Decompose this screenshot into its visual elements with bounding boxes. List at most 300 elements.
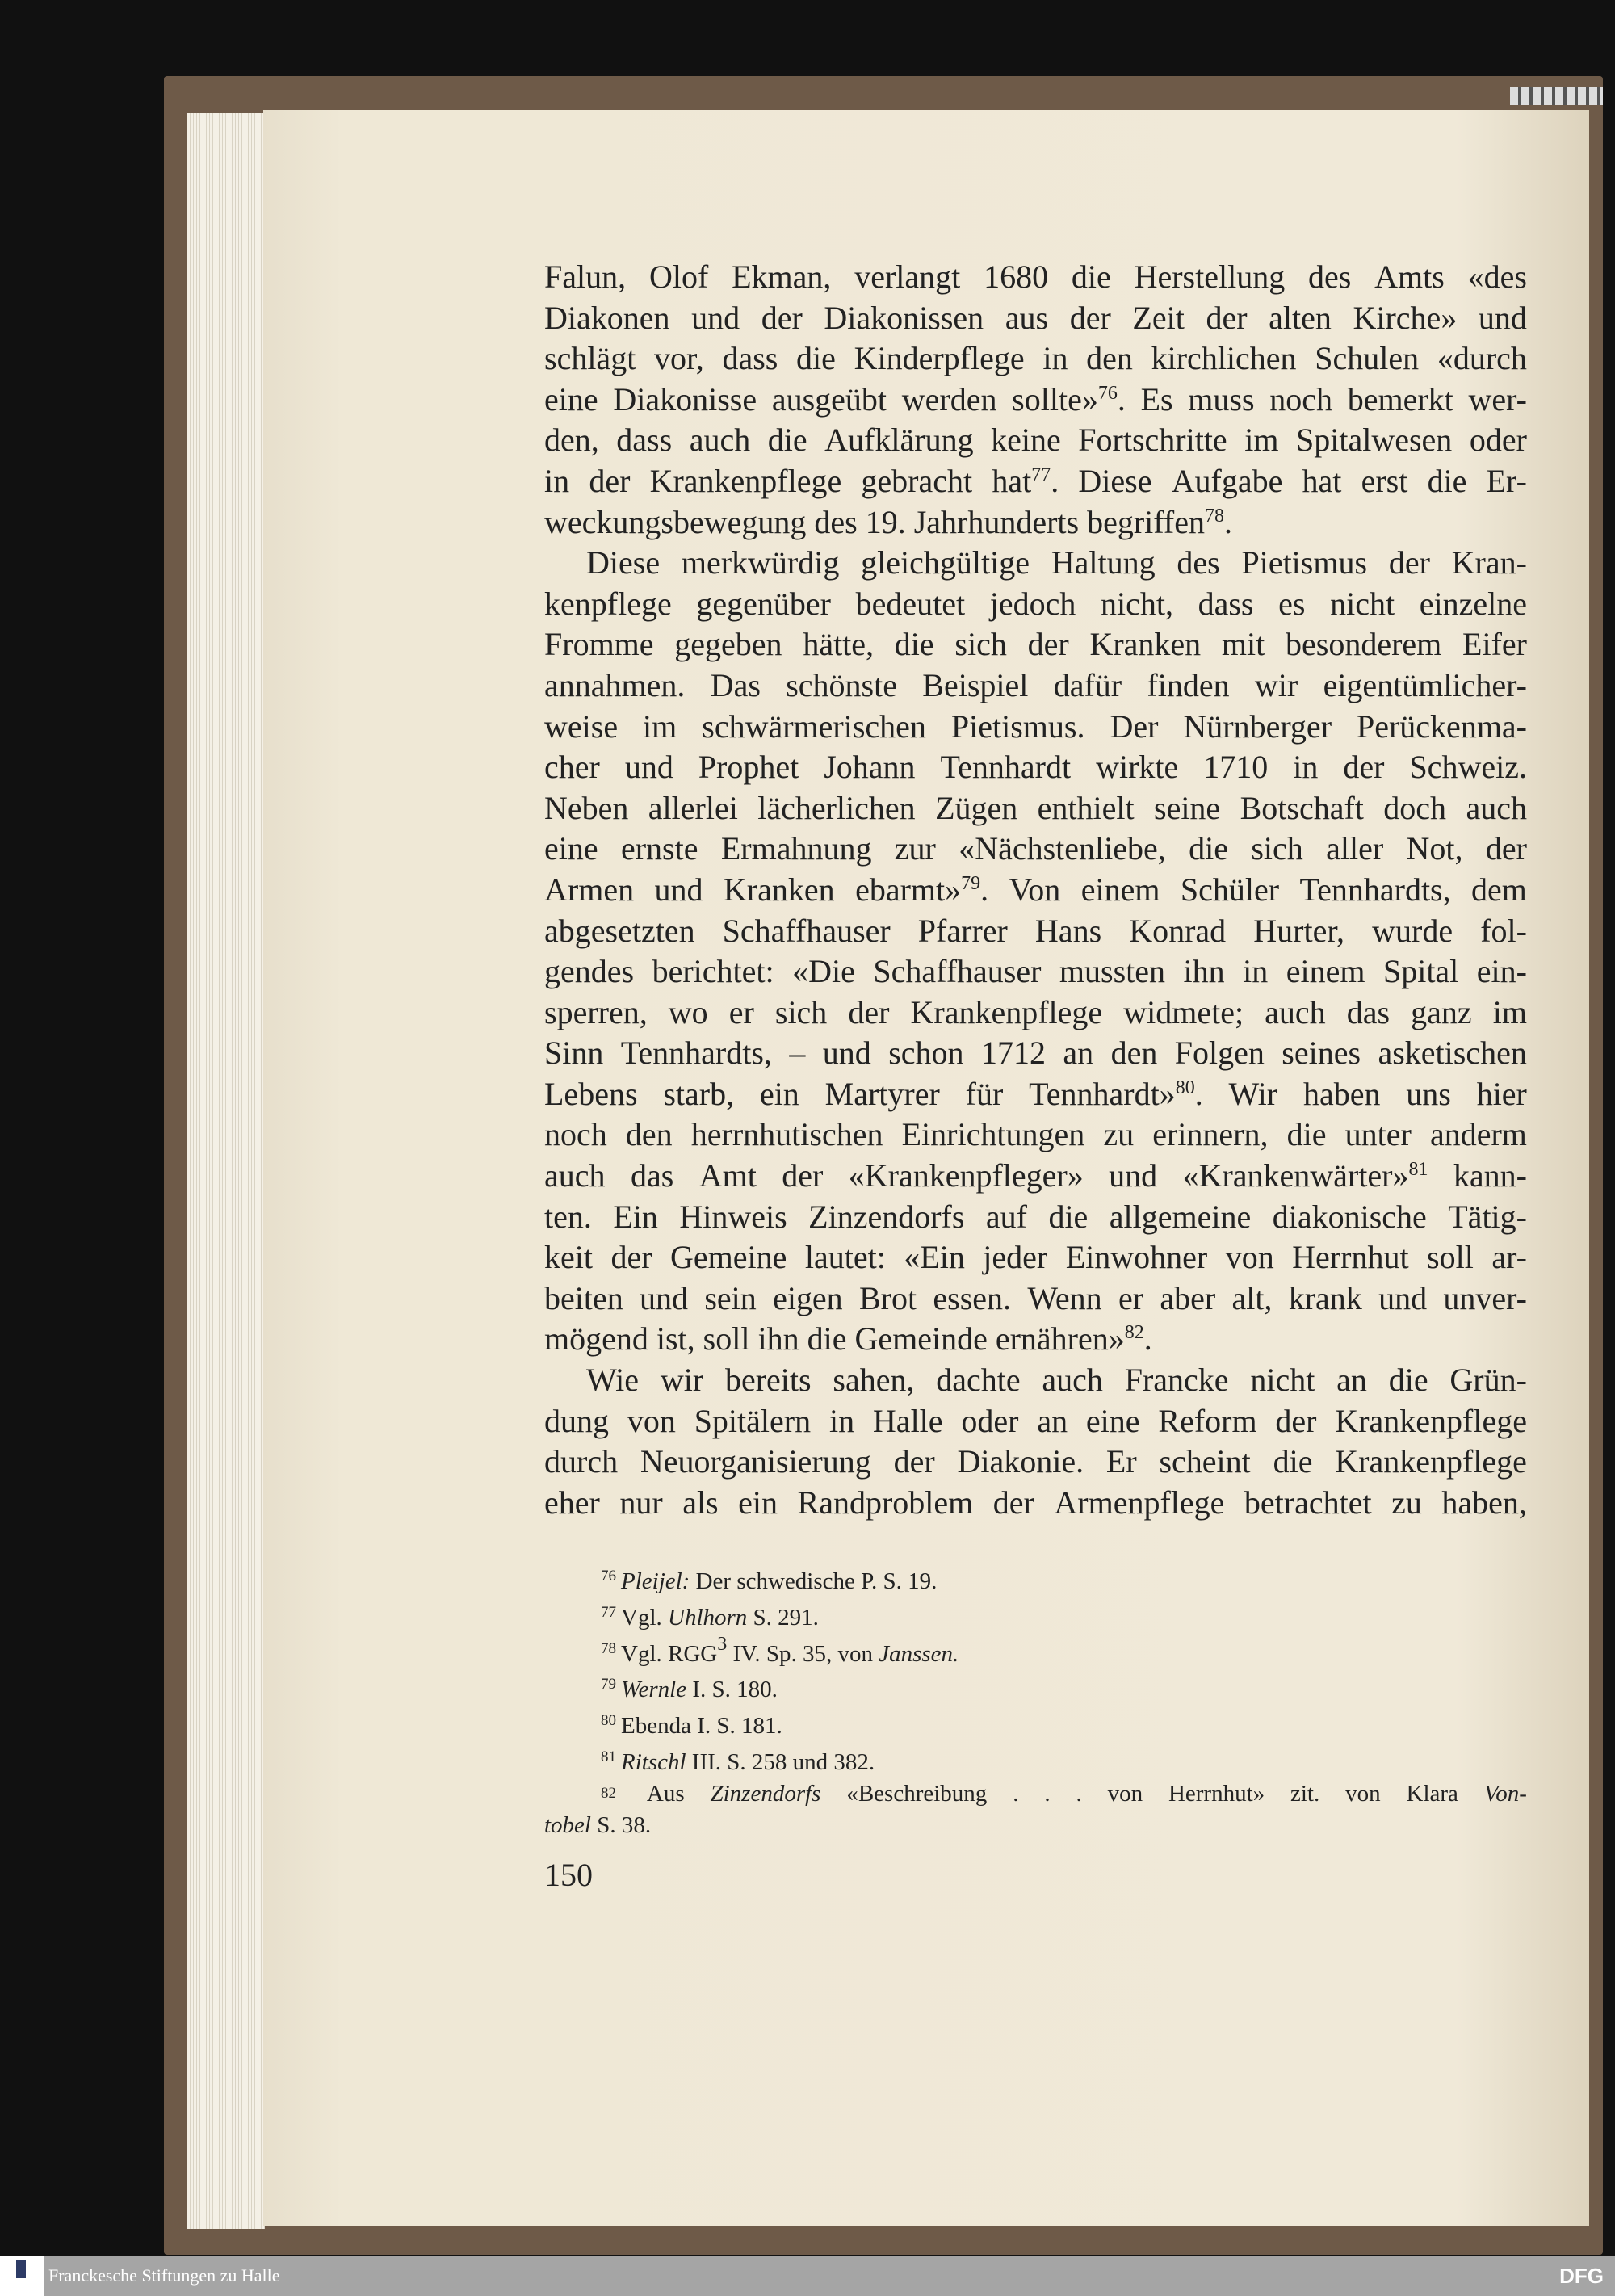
footnote-ref: 78 <box>1204 505 1224 527</box>
word: soll <box>1427 1239 1474 1276</box>
word: von <box>1225 1239 1274 1276</box>
word: schwärmerischen <box>702 707 926 745</box>
word: Grün- <box>1449 1362 1527 1399</box>
word: gleichgültige <box>861 544 1030 581</box>
word: diakonische <box>1272 1198 1427 1235</box>
word: allerlei <box>648 789 738 826</box>
footnote: $^{81}$ Ritschl III. S. 258 und 382. <box>601 1748 875 1775</box>
word: unver- <box>1443 1279 1527 1316</box>
footnote-number: 76 <box>601 1568 616 1585</box>
text-line <box>544 747 1527 788</box>
word: starb, <box>663 1075 735 1112</box>
word: 19. <box>865 503 906 540</box>
word: Krankenpflege <box>910 993 1103 1030</box>
footnote-ref: 80 <box>1175 1077 1195 1098</box>
word: und <box>1478 299 1527 336</box>
word: besonderem <box>1286 626 1442 663</box>
word: scheint <box>1159 1443 1251 1480</box>
word: der <box>1485 830 1527 867</box>
footnotes <box>544 1561 1527 1841</box>
footnote-number: 77 <box>601 1603 616 1621</box>
word: hier <box>1476 1075 1527 1112</box>
word: die <box>1273 1443 1313 1480</box>
text-line <box>544 665 1527 707</box>
institution-name: Franckesche Stiftungen zu Halle <box>48 2265 280 2286</box>
page-edges <box>187 113 265 2229</box>
word: einzelne <box>1419 585 1527 622</box>
word: aus <box>1005 299 1049 336</box>
word: Krankenpflege <box>1335 1443 1527 1480</box>
text-line <box>544 1360 1527 1401</box>
word: Er- <box>1486 462 1527 499</box>
text-line <box>544 1483 1527 1524</box>
text-line <box>544 1237 1527 1278</box>
word: Schaffhauser <box>873 953 1042 990</box>
word: eigentümlicher- <box>1323 666 1527 703</box>
word: nur <box>619 1484 663 1521</box>
word: «Beschreibung <box>846 1780 988 1807</box>
word: krank <box>1288 1279 1362 1316</box>
word: Armen <box>544 871 635 908</box>
word: alt, <box>1231 1279 1273 1316</box>
text-line <box>544 380 1527 421</box>
word: sich <box>954 626 1007 663</box>
word: ten. <box>544 1198 592 1235</box>
word: dem <box>1471 871 1527 908</box>
footnote-number: 79 <box>601 1676 616 1694</box>
word: auch <box>544 1157 606 1194</box>
word: Krankenpflege <box>1335 1402 1527 1439</box>
word: des <box>1308 258 1352 295</box>
word: widmete; <box>1123 993 1244 1030</box>
word: Wie <box>586 1362 640 1399</box>
footnote-ref: 81 <box>1408 1159 1428 1181</box>
word: es <box>1278 585 1306 622</box>
word: oder <box>961 1402 1019 1439</box>
word: dass <box>722 340 778 377</box>
word: Prophet <box>698 749 799 786</box>
ribbon-marker <box>1510 87 1603 105</box>
word: der <box>1206 299 1248 336</box>
text-line <box>544 543 1527 584</box>
word: cher <box>544 749 600 786</box>
word: dachte <box>936 1362 1021 1399</box>
word: Falun, <box>544 258 627 295</box>
word: an <box>1063 1035 1094 1072</box>
word: Sinn <box>544 1035 604 1072</box>
word: nicht <box>1250 1362 1315 1399</box>
word: beiten <box>544 1279 623 1316</box>
word: Herrnhut» <box>1168 1780 1265 1807</box>
word: der <box>1027 626 1069 663</box>
word: Kinderpflege <box>854 340 1025 377</box>
word: «des <box>1467 258 1527 295</box>
word: bedeutet <box>855 585 966 622</box>
word: – <box>789 1035 806 1072</box>
word: Neben <box>544 789 629 826</box>
word: Aufgabe <box>1171 462 1283 499</box>
word: Randproblem <box>797 1484 974 1521</box>
institution-logo-icon <box>0 2256 44 2296</box>
word: den, <box>544 422 599 459</box>
word: wurde <box>1372 912 1454 949</box>
word: in <box>828 1402 855 1439</box>
word: die <box>1048 1198 1089 1235</box>
word: in <box>544 462 570 499</box>
word: sich <box>1251 830 1303 867</box>
footnote: $^{76}$ Pleijel: Der schwedische P. S. 19. <box>601 1568 938 1594</box>
word: die <box>1286 1116 1327 1153</box>
footnote-number: 81 <box>601 1748 616 1765</box>
word: und <box>822 1035 871 1072</box>
word: «Nächstenliebe, <box>959 830 1166 867</box>
word: und <box>1378 1279 1428 1316</box>
word: muss <box>1188 380 1255 418</box>
word: sollte»$^{76}$. <box>1012 380 1126 418</box>
text-line <box>544 1156 1527 1197</box>
word: weckungsbewegung <box>544 503 807 540</box>
footnote: $^{78}$ Vgl. RGG$^3$ IV. Sp. 35, von Janssen. <box>601 1633 959 1667</box>
word: Wir <box>1228 1075 1278 1112</box>
word: wir <box>660 1362 704 1399</box>
word: ihn <box>1183 953 1225 990</box>
word: bereits <box>724 1362 812 1399</box>
word: noch <box>544 1116 607 1153</box>
word: Diese <box>586 544 661 581</box>
word: erinnern, <box>1152 1116 1269 1153</box>
word: Pfarrer <box>917 912 1008 949</box>
word: das <box>630 1157 674 1194</box>
word: bemerkt <box>1347 380 1454 418</box>
word: die <box>807 1320 847 1358</box>
word: wir <box>1254 666 1298 703</box>
word: für <box>965 1075 1004 1112</box>
footnote-number: 82 <box>601 1784 616 1802</box>
word: auch <box>1042 1362 1103 1399</box>
word: Botschaft <box>1240 789 1364 826</box>
italic-text: Janssen. <box>879 1640 959 1667</box>
word: Kirche» <box>1353 299 1458 336</box>
word: der <box>761 299 803 336</box>
word: auch <box>1466 789 1527 826</box>
word: der <box>1275 1402 1317 1439</box>
word: kirchlichen <box>1151 340 1297 377</box>
word: betrachtet <box>1244 1484 1372 1521</box>
word: an <box>1336 1362 1367 1399</box>
word: Spitalwesen <box>1295 422 1453 459</box>
word: Tennhardts, <box>1299 871 1451 908</box>
word: mit <box>1221 626 1265 663</box>
word: eine <box>544 830 598 867</box>
word: die <box>894 626 934 663</box>
word: asketischen <box>1378 1035 1527 1072</box>
word: des <box>814 503 858 540</box>
word: Not, <box>1406 830 1463 867</box>
word: auch <box>1265 993 1326 1030</box>
footnote-ref: 77 <box>1031 464 1051 485</box>
word: durch <box>544 1443 619 1480</box>
word: Diese <box>1078 462 1152 499</box>
word: Schüler <box>1180 871 1280 908</box>
word: die <box>1388 1362 1428 1399</box>
word: ganz <box>1411 993 1472 1030</box>
word: vor, <box>654 340 704 377</box>
word: . <box>1076 1780 1082 1807</box>
word: und <box>624 749 673 786</box>
footnote-ref: 76 <box>1097 382 1118 404</box>
word: Tätig- <box>1448 1198 1527 1235</box>
text-line <box>544 951 1527 993</box>
word: Herstellung <box>1134 258 1286 295</box>
word: der <box>782 1157 824 1194</box>
word: Aus <box>646 1780 685 1807</box>
word: «Die <box>792 953 855 990</box>
word: . <box>1013 1780 1019 1807</box>
word: der <box>1388 544 1430 581</box>
word: ein <box>738 1484 778 1521</box>
word: im <box>1492 993 1527 1030</box>
word: 1712 <box>980 1035 1046 1072</box>
word: weise <box>544 707 619 745</box>
text-line <box>544 461 1527 502</box>
word: Wenn <box>1027 1279 1102 1316</box>
word: Gemeine <box>670 1239 787 1276</box>
footnote-number: 80 <box>601 1712 616 1730</box>
text-line <box>544 1278 1527 1320</box>
word: Herrnhut <box>1292 1239 1409 1276</box>
word: ausgeübt <box>771 380 887 418</box>
word: Zeit <box>1132 299 1185 336</box>
word: Olof <box>648 258 709 295</box>
word: und <box>691 299 740 336</box>
footnote-ref: 79 <box>961 872 981 894</box>
word: unter <box>1344 1116 1412 1153</box>
word: das <box>1346 993 1391 1030</box>
word: Hinweis <box>679 1198 787 1235</box>
word: den <box>1086 340 1133 377</box>
word: wirkte <box>1096 749 1179 786</box>
text-line <box>544 1442 1527 1483</box>
word: allgemeine <box>1109 1198 1252 1235</box>
word: einem <box>1080 871 1160 908</box>
word: in <box>1243 953 1269 990</box>
italic-text: Wernle <box>621 1677 687 1703</box>
word: Schweiz. <box>1409 749 1527 786</box>
word: lächerlichen <box>757 789 916 826</box>
word: Pietismus. <box>950 707 1085 745</box>
word: jeder <box>983 1239 1048 1276</box>
italic-text: Pleijel: <box>621 1568 690 1594</box>
word: die <box>767 422 808 459</box>
word: oder <box>1469 422 1527 459</box>
text-line <box>544 1033 1527 1074</box>
text-line <box>544 870 1527 911</box>
word: Martyrer <box>824 1075 940 1112</box>
footnote: $^{77}$ Vgl. Uhlhorn S. 291. <box>601 1603 819 1631</box>
word: finden <box>1147 666 1230 703</box>
word: der <box>1343 749 1385 786</box>
word: die <box>1189 830 1228 867</box>
footer-bar <box>0 2256 1615 2296</box>
word: sahen, <box>833 1362 915 1399</box>
word: von <box>627 1402 676 1439</box>
text-line <box>544 993 1527 1034</box>
footnote: $^{79}$ Wernle I. S. 180. <box>601 1676 778 1703</box>
word: die <box>1071 258 1111 295</box>
italic-text: tobel <box>544 1811 591 1838</box>
word: der <box>893 1443 935 1480</box>
word: soll <box>703 1320 750 1358</box>
word: Amt <box>698 1157 757 1194</box>
word: «Krankenwärter»$^{81}$ <box>1182 1157 1428 1194</box>
word: zit. <box>1290 1780 1320 1807</box>
footnote-ref: 82 <box>1124 1322 1144 1344</box>
word: Zinzendorfs <box>808 1198 965 1235</box>
word: ist, <box>656 1320 695 1358</box>
word: dass <box>616 422 673 459</box>
text-line <box>544 911 1527 952</box>
text-line <box>544 1074 1527 1115</box>
word: Hurter, <box>1253 912 1345 949</box>
text-line <box>544 1114 1527 1156</box>
word: Spital <box>1382 953 1459 990</box>
word: Kranken <box>723 871 835 908</box>
footnote: $^{80}$ Ebenda I. S. 181. <box>601 1712 782 1740</box>
word: aber <box>1160 1279 1216 1316</box>
word: Armenpflege <box>1054 1484 1225 1521</box>
word: des <box>1177 544 1220 581</box>
word: Der <box>1110 707 1159 745</box>
word: Haltung <box>1051 544 1156 581</box>
word: sperren, <box>544 993 648 1030</box>
word: im <box>643 707 677 745</box>
word: begriffen$^{78}$. <box>1087 503 1232 540</box>
word: den <box>625 1116 673 1153</box>
word: die <box>796 340 836 377</box>
word: erst <box>1361 462 1408 499</box>
word: und <box>640 1279 689 1316</box>
word: herrnhutischen <box>690 1116 883 1153</box>
word: ebarmt»$^{79}$. <box>855 871 989 908</box>
word: noch <box>1269 380 1333 418</box>
word: Amts <box>1374 258 1445 295</box>
word: die <box>1427 462 1467 499</box>
word: Fromme <box>544 626 654 663</box>
word: Fortschritte <box>1078 422 1227 459</box>
body-text <box>544 257 1527 1523</box>
word: Ekman, <box>732 258 832 295</box>
dfg-logo: DFG <box>1559 2264 1604 2288</box>
word: annahmen. <box>544 666 686 703</box>
word: Er <box>1105 1443 1137 1480</box>
word: Einrichtungen <box>901 1116 1085 1153</box>
word: eigen <box>773 1279 843 1316</box>
word: Konrad <box>1129 912 1227 949</box>
word: «Ein <box>904 1239 965 1276</box>
word: keine <box>991 422 1061 459</box>
text-line <box>544 829 1527 870</box>
word: Folgen <box>1174 1035 1265 1072</box>
word: Francke <box>1124 1362 1229 1399</box>
word: Tennhardts, <box>620 1035 772 1072</box>
word: ar- <box>1491 1239 1527 1276</box>
word: Neuorganisierung <box>640 1443 871 1480</box>
footnote-number: 78 <box>601 1639 616 1657</box>
word: dafür <box>1053 666 1122 703</box>
word: in <box>1042 340 1068 377</box>
word: Aufklärung <box>824 422 974 459</box>
text-line <box>544 1197 1527 1238</box>
word: Das <box>710 666 761 703</box>
word: werden <box>901 380 997 418</box>
word: jedoch <box>989 585 1076 622</box>
word: kann- <box>1453 1157 1527 1194</box>
word: in <box>1293 749 1319 786</box>
superscript: 3 <box>717 1633 728 1655</box>
word: im <box>1244 422 1279 459</box>
word: Ermahnung <box>720 830 872 867</box>
word: dass <box>1198 585 1254 622</box>
word: einem <box>1286 953 1365 990</box>
word: Einwohner <box>1065 1239 1208 1276</box>
word: haben <box>1302 1075 1381 1112</box>
word: Schaffhauser <box>722 912 891 949</box>
word: Lebens <box>544 1075 638 1112</box>
word: Zügen <box>935 789 1018 826</box>
word: und <box>1109 1157 1158 1194</box>
word: hat$^{77}$. <box>992 462 1059 499</box>
word: seine <box>1154 789 1221 826</box>
word: Tennhardt <box>940 749 1072 786</box>
word: Gemeinde <box>854 1320 988 1358</box>
word: er <box>728 993 754 1030</box>
word: gegenüber <box>696 585 831 622</box>
word: Es <box>1140 380 1173 418</box>
word: zur <box>894 830 936 867</box>
text-line <box>544 788 1527 829</box>
word: Hans <box>1034 912 1102 949</box>
word: Brot <box>858 1279 917 1316</box>
word: mussten <box>1059 953 1166 990</box>
word: haben, <box>1441 1484 1527 1521</box>
word: er <box>1118 1279 1144 1316</box>
word: der <box>992 1484 1034 1521</box>
word: gendes <box>544 953 635 990</box>
text-line <box>544 624 1527 665</box>
word: sich <box>774 993 828 1030</box>
word: Reform <box>1158 1402 1257 1439</box>
word: anderm <box>1429 1116 1527 1153</box>
word: Perückenma- <box>1356 707 1527 745</box>
word: aller <box>1326 830 1384 867</box>
word: zu <box>1103 1116 1135 1153</box>
word: an <box>1037 1402 1068 1439</box>
word: Pietismus <box>1241 544 1368 581</box>
italic-text: Zinzendorfs <box>710 1780 821 1807</box>
word: gegeben <box>674 626 782 663</box>
word: der <box>610 1239 652 1276</box>
word: Kran- <box>1451 544 1527 581</box>
word: «durch <box>1437 340 1527 377</box>
word: von <box>1345 1780 1381 1807</box>
word: 1710 <box>1203 749 1269 786</box>
word: enthielt <box>1037 789 1135 826</box>
word: Von <box>1009 871 1061 908</box>
word: eine <box>1085 1402 1140 1439</box>
word: Krankenpflege <box>649 462 842 499</box>
word: Tennhardt»$^{80}$. <box>1029 1075 1203 1112</box>
word: gebracht <box>861 462 973 499</box>
